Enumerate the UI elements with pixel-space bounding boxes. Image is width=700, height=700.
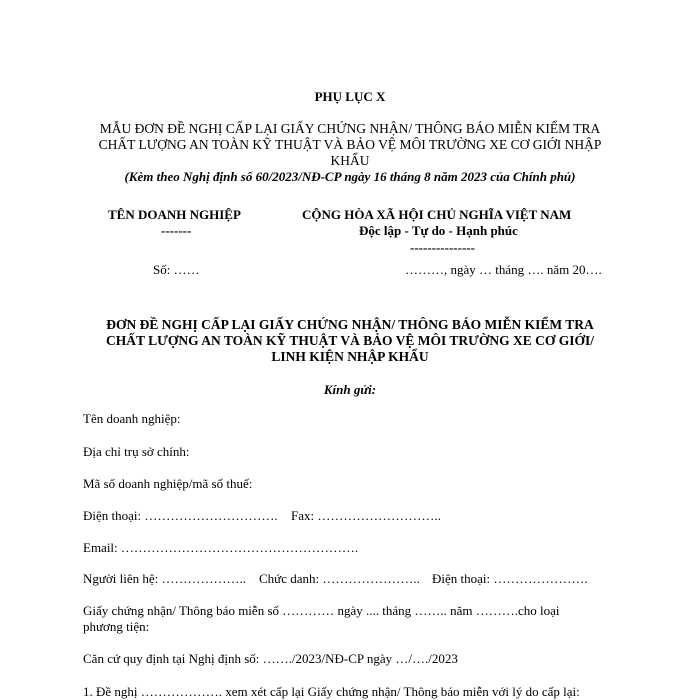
company-header: TÊN DOANH NGHIỆP: [108, 207, 241, 222]
request-item-1: 1. Đề nghị ………………. xem xét cấp lại Giấy chứng nhận/ Thông báo miễn với lý do cấp lại:: [83, 684, 580, 699]
appendix-title: PHỤ LỤC X: [314, 89, 386, 104]
greeting: Kính gửi:: [323, 382, 377, 397]
company-dashes: -------: [161, 223, 192, 238]
legal-basis-field: Căn cứ quy định tại Nghị định số: ……./2023/NĐ-CP ngày …/…./2023: [83, 651, 458, 666]
email-field: Email: ……………………………………………….: [83, 540, 359, 555]
application-title-line-3: LINH KIỆN NHẬP KHẨU: [271, 349, 429, 364]
contact-phone-field: Điện thoại: ………………….: [432, 571, 588, 586]
decree-subtitle: (Kèm theo Nghị định số 60/2023/NĐ-CP ngày 16 tháng 8 năm 2023 của Chính phủ): [124, 169, 576, 184]
head-office-field: Địa chỉ trụ sở chính:: [83, 444, 190, 459]
phone-field: Điện thoại: ………………………….: [83, 508, 278, 523]
tax-code-field: Mã số doanh nghiệp/mã số thuế:: [83, 476, 253, 491]
form-title-line-1: MẪU ĐƠN ĐỀ NGHỊ CẤP LẠI GIẤY CHỨNG NHẬN/ THÔNG BÁO MIỄN KIỂM TRA: [99, 121, 601, 136]
motto-dashes: ---------------: [410, 240, 475, 255]
document-number: Số: ……: [153, 262, 200, 277]
certificate-field-line-2: phương tiện:: [83, 619, 150, 634]
form-title-line-2: CHẤT LƯỢNG AN TOÀN KỸ THUẬT VÀ BẢO VỆ MÔI TRƯỜNG XE CƠ GIỚI NHẬP: [98, 137, 602, 152]
certificate-field-line-1: Giấy chứng nhận/ Thông báo miễn số ………… ngày .... tháng …….. năm ……….cho loại: [83, 603, 560, 618]
fax-field: Fax: ………………………..: [291, 508, 441, 523]
date-line: ………, ngày … tháng …. năm 20….: [405, 262, 602, 277]
republic-header: CỘNG HÒA XÃ HỘI CHỦ NGHĨA VIỆT NAM: [302, 207, 572, 222]
position-field: Chức danh: …………………..: [259, 571, 420, 586]
application-title-line-1: ĐƠN ĐỀ NGHỊ CẤP LẠI GIẤY CHỨNG NHẬN/ THÔNG BÁO MIỄN KIỂM TRA: [106, 317, 594, 332]
form-title-line-3: KHẨU: [330, 153, 370, 168]
company-name-field: Tên doanh nghiệp:: [83, 411, 181, 426]
contact-person-field: Người liên hệ: ………………..: [83, 571, 247, 586]
application-title-line-2: CHẤT LƯỢNG AN TOÀN KỸ THUẬT VÀ BẢO VỆ MÔI TRƯỜNG XE CƠ GIỚI/: [106, 333, 594, 348]
national-motto: Độc lập - Tự do - Hạnh phúc: [359, 223, 518, 238]
